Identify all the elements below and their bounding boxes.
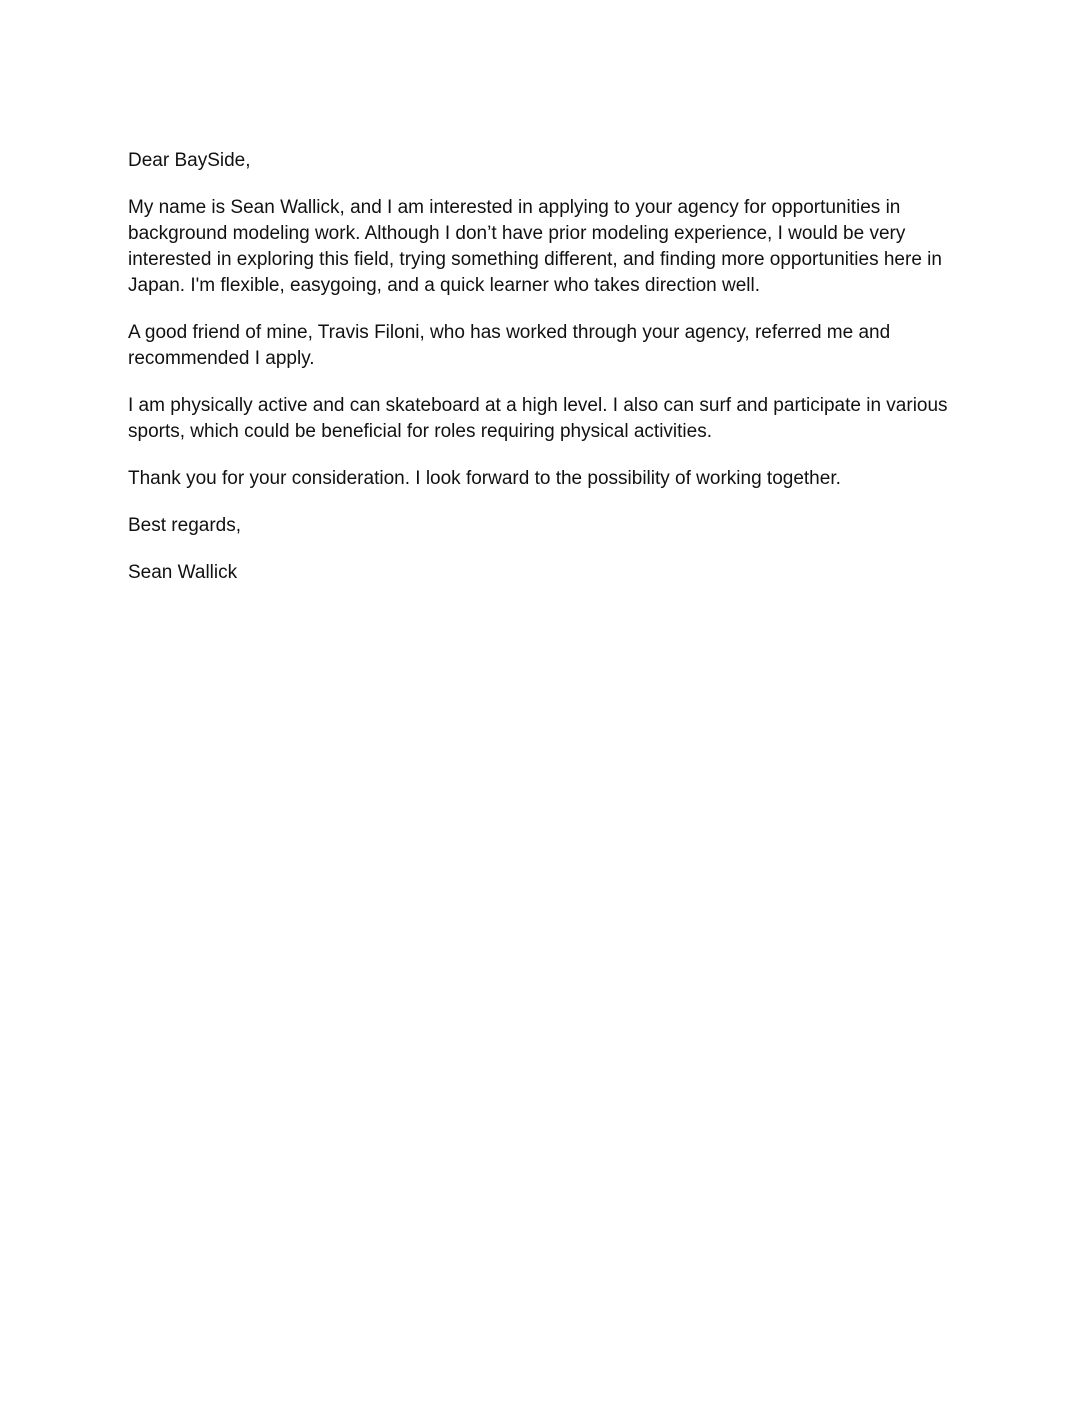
letter-body — [128, 148, 958, 607]
paragraph-referral: A good friend of mine, Travis Filoni, who has worked through your agency, referred me and recommended I apply. — [128, 322, 891, 369]
paragraph-thanks: Thank you for your consideration. I look forward to the possibility of working together. — [128, 468, 841, 489]
signature: Sean Wallick — [128, 562, 238, 583]
paragraph-skills: I am physically active and can skateboard at a high level. I also can surf and participate in various sports, which could be beneficial for roles requiring physical activities. — [128, 395, 948, 442]
paragraph-intro: My name is Sean Wallick, and I am interested in applying to your agency for opportunities in background modeling work. Although I don’t have prior modeling experience, I would be very interested in exploring this field, trying something different, and finding more opportunities here in Japan. I'm flexible, easygoing, and a quick learner who takes direction well. — [128, 197, 942, 296]
salutation: Dear BaySide, — [128, 150, 251, 171]
closing: Best regards, — [128, 515, 241, 536]
